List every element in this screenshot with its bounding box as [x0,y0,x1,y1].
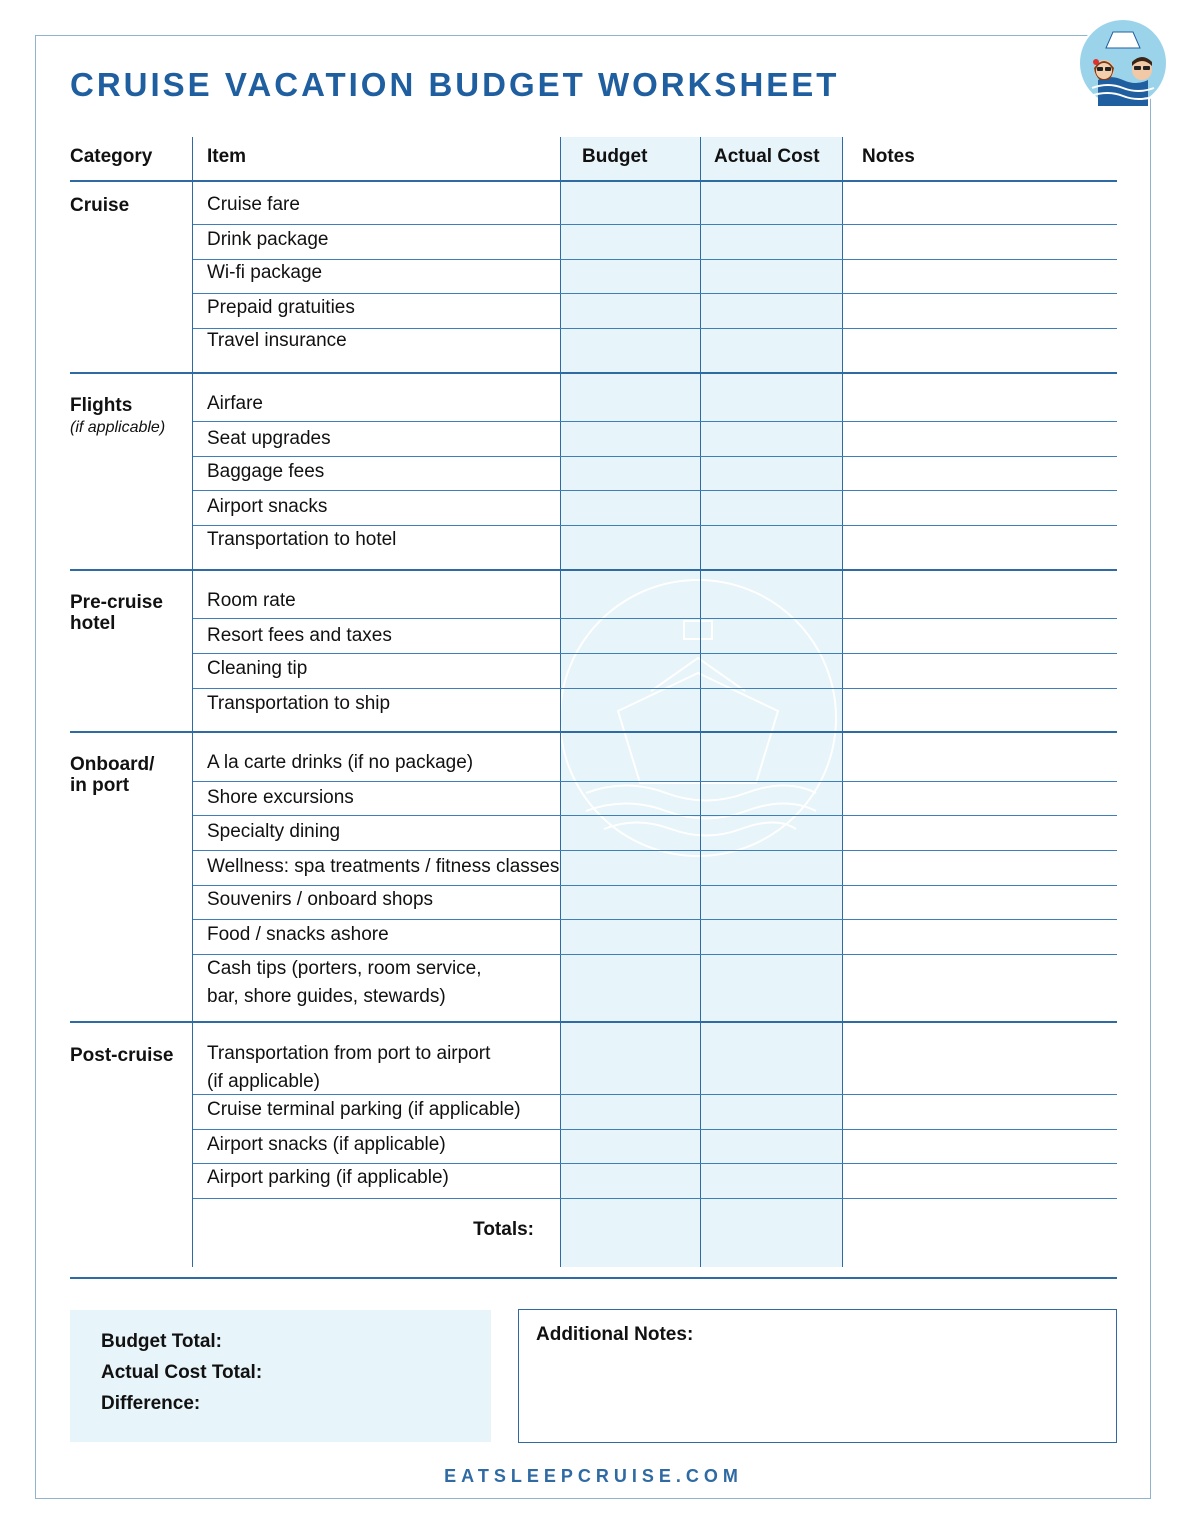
row-divider [193,1094,1117,1095]
header-actual-cost: Actual Cost [714,146,820,167]
item-transport-port-to-airport: Transportation from port to airport (if applicable) [207,1043,491,1092]
row-divider [193,815,1117,816]
row-divider [193,618,1117,619]
category-flights-note: (if applicable) [70,419,166,436]
row-divider [193,421,1117,422]
category-pre-cruise-hotel: Pre-cruise hotel [70,592,163,634]
item-airfare: Airfare [207,393,263,414]
row-divider [193,850,1117,851]
item-cash-tips: Cash tips (porters, room service, bar, shore guides, stewards) [207,958,482,1007]
page-title: CRUISE VACATION BUDGET WORKSHEET [70,66,840,103]
item-travel-insurance: Travel insurance [207,330,347,351]
section-divider [70,1021,1117,1023]
item-prepaid-gratuities: Prepaid gratuities [207,297,355,318]
totals-label: Totals: [473,1219,534,1240]
item-food-snacks-ashore: Food / snacks ashore [207,924,389,945]
header-item: Item [207,146,247,167]
item-resort-fees: Resort fees and taxes [207,625,392,646]
budget-total-label: Budget Total: [101,1331,223,1352]
row-divider [193,490,1117,491]
item-specialty-dining: Specialty dining [207,821,341,842]
item-cleaning-tip: Cleaning tip [207,658,308,679]
section-divider [70,731,1117,733]
item-baggage-fees: Baggage fees [207,461,325,482]
category-flights: Flights [70,395,133,416]
item-airport-parking: Airport parking (if applicable) [207,1167,449,1188]
header-category: Category [70,146,153,167]
row-divider [193,919,1117,920]
column-divider [192,137,193,1267]
row-divider [193,653,1117,654]
item-wifi-package: Wi-fi package [207,262,323,283]
header-divider [70,180,1117,182]
row-divider [193,259,1117,260]
category-onboard-in-port: Onboard/ in port [70,754,155,796]
column-divider [842,137,843,1267]
header-notes: Notes [862,146,915,167]
difference-label: Difference: [101,1393,201,1414]
additional-notes-label: Additional Notes: [536,1324,694,1345]
item-airport-snacks-post: Airport snacks (if applicable) [207,1134,446,1155]
item-wellness: Wellness: spa treatments / fitness classes [207,856,560,877]
section-divider [70,372,1117,374]
footer-website: EATSLEEPCRUISE.COM [444,1466,743,1486]
item-cruise-fare: Cruise fare [207,194,300,215]
cruise-couple-logo-icon [1078,18,1168,108]
ship-watermark-icon [556,573,841,863]
header-budget: Budget [582,146,648,167]
item-transportation-to-ship: Transportation to ship [207,693,391,714]
row-divider [193,1198,1117,1199]
item-drink-package: Drink package [207,229,329,250]
table-bottom-divider [70,1277,1117,1279]
actual-cost-total-label: Actual Cost Total: [101,1362,263,1383]
category-cruise: Cruise [70,195,130,216]
column-divider [560,137,561,1267]
item-airport-snacks: Airport snacks [207,496,328,517]
category-post-cruise: Post-cruise [70,1045,174,1066]
row-divider [193,224,1117,225]
item-room-rate: Room rate [207,590,296,611]
row-divider [193,1129,1117,1130]
item-transportation-to-hotel: Transportation to hotel [207,529,397,550]
item-seat-upgrades: Seat upgrades [207,428,331,449]
row-divider [193,456,1117,457]
item-cruise-terminal-parking: Cruise terminal parking (if applicable) [207,1099,521,1120]
row-divider [193,781,1117,782]
section-divider [70,569,1117,571]
item-shore-excursions: Shore excursions [207,787,354,808]
row-divider [193,688,1117,689]
column-divider [700,137,701,1267]
item-souvenirs: Souvenirs / onboard shops [207,889,434,910]
item-a-la-carte-drinks: A la carte drinks (if no package) [207,752,474,773]
